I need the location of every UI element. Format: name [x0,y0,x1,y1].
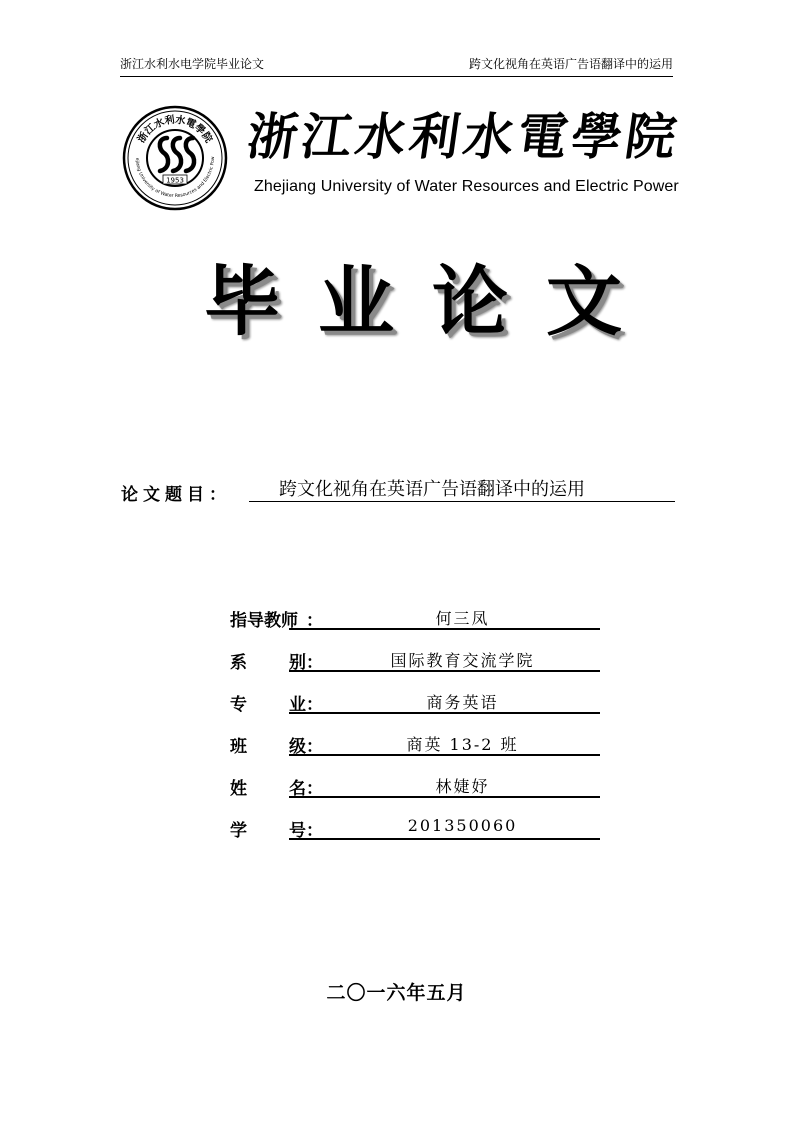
major-value: 商务英语 [426,693,499,712]
class-value: 商英 13-2 班 [406,735,519,754]
name-label-second: 名 [289,779,306,799]
info-row-major [230,688,600,714]
department-label-second: 别 [289,653,306,673]
name-label-first: 姓 [230,779,247,799]
thesis-title-row [121,478,675,504]
header-right-text: 跨文化视角在英语广告语翻译中的运用 [468,57,673,71]
info-row-advisor [230,604,600,630]
submission-date: 二〇一六年五月 [326,982,467,1004]
student-id-label-first: 学 [230,821,247,841]
class-label-second: 级 [289,737,306,757]
thesis-title-label: 论文题目： [121,485,231,505]
emblem-top-text: 浙江水利水電學院 [136,114,214,145]
advisor-colon: ： [306,611,323,631]
student-id-value: 201350060 [407,816,518,835]
university-name-chinese: 浙江水利水電學院 [243,107,684,166]
university-emblem-icon [122,105,228,211]
header-left-text: 浙江水利水电学院毕业论文 [120,57,265,71]
emblem-bottom-text: ejiang University of Water Resources and Electric Pow [133,156,217,200]
major-label-first: 专 [230,695,247,715]
info-row-name [230,772,600,798]
thesis-title-value: 跨文化视角在英语广告语翻译中的运用 [249,478,675,502]
university-name-english: Zhejiang University of Water Resources and Electric Power [254,178,679,195]
info-row-student-id [230,814,600,840]
class-colon: ： [306,737,323,757]
document-type-heading: 毕业论文 [204,257,660,346]
running-header [120,56,673,77]
emblem-year: 1953 [166,176,184,185]
advisor-label: 指导教师 [230,611,298,631]
major-label-second: 业 [289,695,306,715]
department-colon: ： [306,653,323,673]
info-row-department [230,646,600,672]
info-row-class [230,730,600,756]
advisor-value: 何三凤 [435,609,490,628]
student-id-colon: ： [306,821,323,841]
department-value: 国际教育交流学院 [390,651,535,670]
student-id-label-second: 号 [289,821,306,841]
name-colon: ： [306,779,323,799]
major-colon: ： [306,695,323,715]
name-value: 林婕妤 [435,777,490,796]
department-label-first: 系 [230,653,247,673]
class-label-first: 班 [230,737,247,757]
